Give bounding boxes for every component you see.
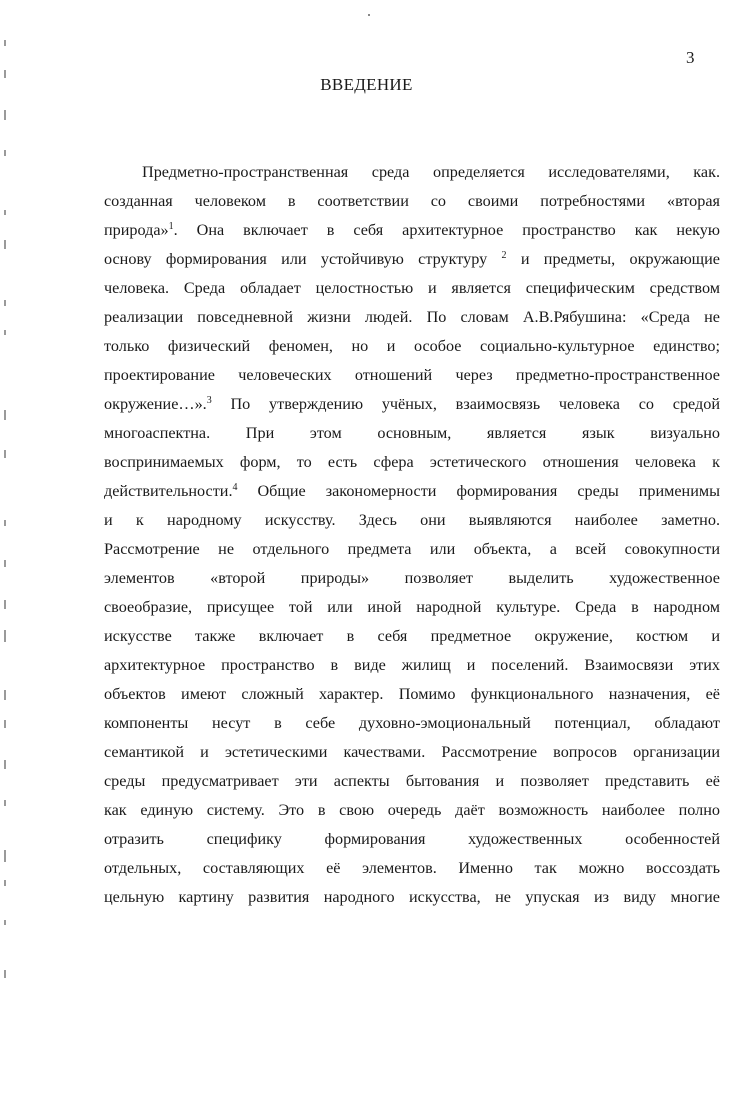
paragraph-line: [104, 825, 720, 854]
scan-mark: [4, 410, 6, 420]
paragraph-line: [104, 274, 720, 303]
paragraph-line: [104, 854, 720, 883]
line-text: искусстве также включает в себя предметное окружение, костюм и: [104, 627, 720, 645]
paragraph-line: [104, 709, 720, 738]
footnote-ref: 1: [168, 221, 174, 232]
line-text: своеобразие, присущее той или иной народной культуре. Среда в народном: [104, 598, 720, 616]
paragraph-line: [104, 477, 720, 506]
paragraph-line: [104, 419, 720, 448]
scan-mark: [4, 850, 6, 862]
paragraph-line: [104, 680, 720, 709]
line-text: Общие закономерности формирования среды применимы: [237, 482, 720, 500]
scan-mark: [4, 210, 6, 215]
scan-mark: [4, 520, 6, 526]
line-text: и к народному искусству. Здесь они выявляются наиболее заметно.: [104, 511, 720, 529]
scan-mark: [4, 720, 6, 728]
scan-mark: [4, 600, 6, 609]
line-text: Предметно-пространственная среда определяется исследователями, как.: [142, 163, 720, 181]
scan-mark: [4, 970, 6, 978]
line-text: реализации повседневной жизни людей. По словам А.В.Рябушина: «Среда не: [104, 308, 720, 326]
footnote-ref: 4: [232, 482, 238, 493]
line-text: только физический феномен, но и особое социально-культурное единство;: [104, 337, 720, 355]
footnote-ref: 2: [501, 250, 507, 261]
line-text: человека. Среда обладает целостностью и является специфическим средством: [104, 279, 720, 297]
line-text: Рассмотрение не отдельного предмета или объекта, а всей совокупности: [104, 540, 720, 558]
paragraph-line: [104, 216, 720, 245]
paragraph-line: [104, 303, 720, 332]
paragraph-line: [104, 535, 720, 564]
line-text: окружение…».: [104, 395, 207, 413]
line-text: проектирование человеческих отношений через предметно-пространственное: [104, 366, 720, 384]
scan-mark: [4, 240, 6, 249]
line-text: объектов имеют сложный характер. Помимо функционального назначения, её: [104, 685, 720, 703]
paragraph-line: [104, 245, 720, 274]
scan-mark: [4, 150, 6, 156]
paragraph-line: [104, 622, 720, 651]
paragraph-line: [104, 593, 720, 622]
body-text: [104, 158, 720, 912]
scan-artifact: [368, 14, 370, 16]
paragraph-line: [104, 738, 720, 767]
line-text: По утверждению учёных, взаимосвязь человека со средой: [211, 395, 720, 413]
paragraph-line: [104, 158, 720, 187]
line-text: многоаспектна. При этом основным, является язык визуально: [104, 424, 720, 442]
line-text: компоненты несут в себе духовно-эмоциональный потенциал, обладают: [104, 714, 720, 732]
line-text: как единую систему. Это в свою очередь даёт возможность наиболее полно: [104, 801, 720, 819]
line-text: семантикой и эстетическими качествами. Рассмотрение вопросов организации: [104, 743, 720, 761]
line-text: отдельных, составляющих её элементов. Именно так можно воссоздать: [104, 859, 720, 877]
line-text: основу формирования или устойчивую структуру: [104, 250, 502, 268]
line-text: элементов «второй природы» позволяет выделить художественное: [104, 569, 720, 587]
paragraph-line: [104, 332, 720, 361]
scan-mark: [4, 300, 6, 306]
scan-mark: [4, 920, 6, 925]
scan-mark: [4, 880, 6, 886]
scan-mark: [4, 630, 6, 642]
line-text: отразить специфику формирования художественных особенностей: [104, 830, 720, 848]
line-text: созданная человеком в соответствии со своими потребностями «вторая: [104, 192, 720, 210]
paragraph-line: [104, 767, 720, 796]
line-text: среды предусматривает эти аспекты бытования и позволяет представить её: [104, 772, 720, 790]
line-text: действительности.: [104, 482, 233, 500]
scan-mark: [4, 760, 6, 769]
footnote-ref: 3: [206, 395, 212, 406]
paragraph-line: [104, 187, 720, 216]
paragraph-line: [104, 506, 720, 535]
scan-mark: [4, 330, 6, 335]
line-text: воспринимаемых форм, то есть сфера эстетического отношения человека к: [104, 453, 720, 471]
scan-mark: [4, 690, 6, 700]
scan-mark: [4, 110, 6, 120]
paragraph-line: [104, 390, 720, 419]
scan-mark: [4, 450, 6, 458]
page-number: 3: [686, 48, 695, 67]
line-text: . Она включает в себя архитектурное пространство как некую: [173, 221, 720, 239]
paragraph-line: [104, 448, 720, 477]
scan-mark: [4, 560, 6, 567]
line-text: природа»: [104, 221, 169, 239]
page-title: ВВЕДЕНИЕ: [320, 75, 413, 94]
paragraph-line: [104, 361, 720, 390]
scan-mark: [4, 800, 6, 806]
line-text: архитектурное пространство в виде жилищ и поселений. Взаимосвязи этих: [104, 656, 720, 674]
line-text: цельную картину развития народного искусства, не упуская из виду многие: [104, 888, 720, 906]
paragraph-line: [104, 883, 720, 912]
paragraph-line: [104, 564, 720, 593]
scan-mark: [4, 40, 6, 46]
line-text: и предметы, окружающие: [506, 250, 720, 268]
paragraph-line: [104, 651, 720, 680]
paragraph-line: [104, 796, 720, 825]
scan-mark: [4, 70, 6, 78]
